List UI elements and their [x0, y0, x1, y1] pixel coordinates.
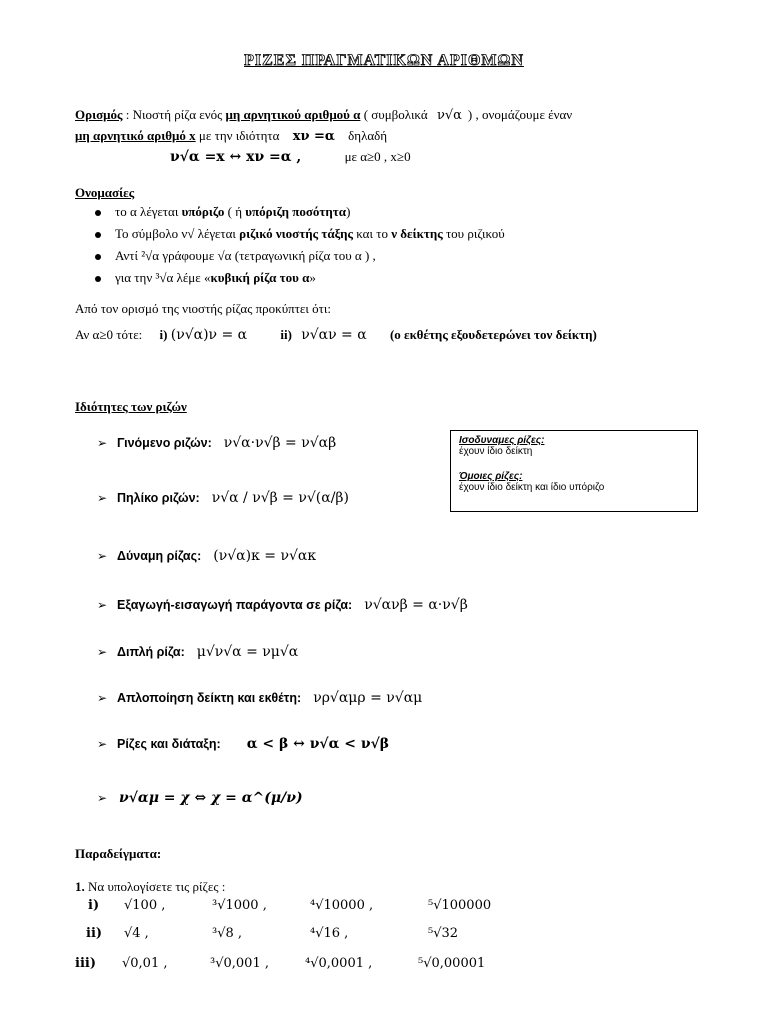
arrow-icon: ➢ [97, 491, 108, 505]
table-row: i) √100 , ³√1000 , ⁴√10000 , ⁵√100000 [88, 898, 492, 913]
arrow-icon: ➢ [97, 549, 108, 563]
bullet-icon [95, 232, 101, 238]
consequence-line-1: Από τον ορισμό της νιοστής ρίζας προκύπτει ότι: [75, 301, 331, 316]
property-order: ➢ Ρίζες και διάταξη: α < β ↔ ν√α < ν√β [97, 736, 390, 752]
list-item: το α λέγεται υπόριζο ( ή υπόριζη ποσότητα) [95, 204, 505, 226]
property-factor: ➢ Εξαγωγή-εισαγωγή παράγοντα σε ρίζα: ν√ανβ = α·ν√β [97, 597, 468, 613]
arrow-icon: ➢ [97, 737, 108, 751]
definition-line-1: Ορισμός : Νιοστή ρίζα ενός μη αρνητικού αριθμού α ( συμβολικά ν√α ) , ονομάζουμε έναν [75, 107, 573, 123]
similar-roots-heading: Όμοιες ρίζες: [459, 471, 523, 482]
definitions-box [450, 430, 698, 512]
definition-line-3: ν√α =x ↔ xν =α , με α≥0 , x≥0 [170, 149, 411, 165]
bullet-icon [95, 254, 101, 260]
property-power: ➢ Δύναμη ρίζας: (ν√α)κ = ν√ακ [97, 548, 317, 564]
property-product: ➢ Γινόμενο ριζών: ν√α·ν√β = ν√αβ [97, 435, 337, 451]
table-row: ii) √4 , ³√8 , ⁴√16 , ⁵√32 [86, 926, 459, 941]
property-simplify: ➢ Απλοποίηση δείκτη και εκθέτη: νρ√αμρ = ν√αμ [97, 690, 423, 706]
definition-line-2: μη αρνητικό αριθμό x με την ιδιότητα xν =α δηλαδή [75, 128, 388, 144]
property-quotient: ➢ Πηλίκο ριζών: ν√α / ν√β = ν√(α/β) [97, 490, 349, 506]
definition-label: Ορισμός [75, 107, 123, 122]
consequence-line-2: Αν α≥0 τότε: i) (ν√α)ν = α ii) ν√αν = α (ο εκθέτης εξουδετερώνει τον δείκτη) [75, 327, 597, 343]
arrow-icon: ➢ [97, 598, 108, 612]
similar-roots-text: έχουν ίδιο δείκτη και ίδιο υπόριζο [459, 482, 605, 493]
bullet-icon [95, 276, 101, 282]
property-fractional-exponent: ➢ ν√αμ = χ ⇔ χ = α^(μ/ν) [97, 790, 303, 806]
list-item: Αντί ²√α γράφουμε √α (τετραγωνική ρίζα του α ) , [95, 248, 505, 270]
property-double-root: ➢ Διπλή ρίζα: μ√ν√α = νμ√α [97, 644, 299, 660]
arrow-icon: ➢ [97, 436, 108, 450]
table-row: iii) √0,01 , ³√0,001 , ⁴√0,0001 , ⁵√0,00001 [75, 956, 486, 971]
question-1: 1. Να υπολογίσετε τις ρίζες : [75, 879, 226, 894]
names-heading: Ονομασίες [75, 185, 135, 200]
list-item: για την ³√α λέμε «κυβική ρίζα του α» [95, 270, 505, 292]
list-item: Το σύμβολο ν√ λέγεται ριζικό νιοστής τάξης και το ν δείκτης του ριζικού [95, 226, 505, 248]
names-list [95, 204, 505, 292]
arrow-icon: ➢ [97, 791, 108, 805]
properties-heading: Ιδιότητες των ριζών [75, 399, 187, 414]
arrow-icon: ➢ [97, 691, 108, 705]
arrow-icon: ➢ [97, 645, 108, 659]
equivalent-roots-text: έχουν ίδιο δείκτη [459, 446, 533, 457]
equivalent-roots-heading: Ισοδυναμες ρίζες: [459, 435, 545, 446]
examples-heading: Παραδείγματα: [75, 846, 162, 861]
page-title: ΡΙΖΕΣ ΠΡΑΓΜΑΤΙΚΩΝ ΑΡΙΘΜΩΝ [244, 52, 524, 69]
bullet-icon [95, 210, 101, 216]
